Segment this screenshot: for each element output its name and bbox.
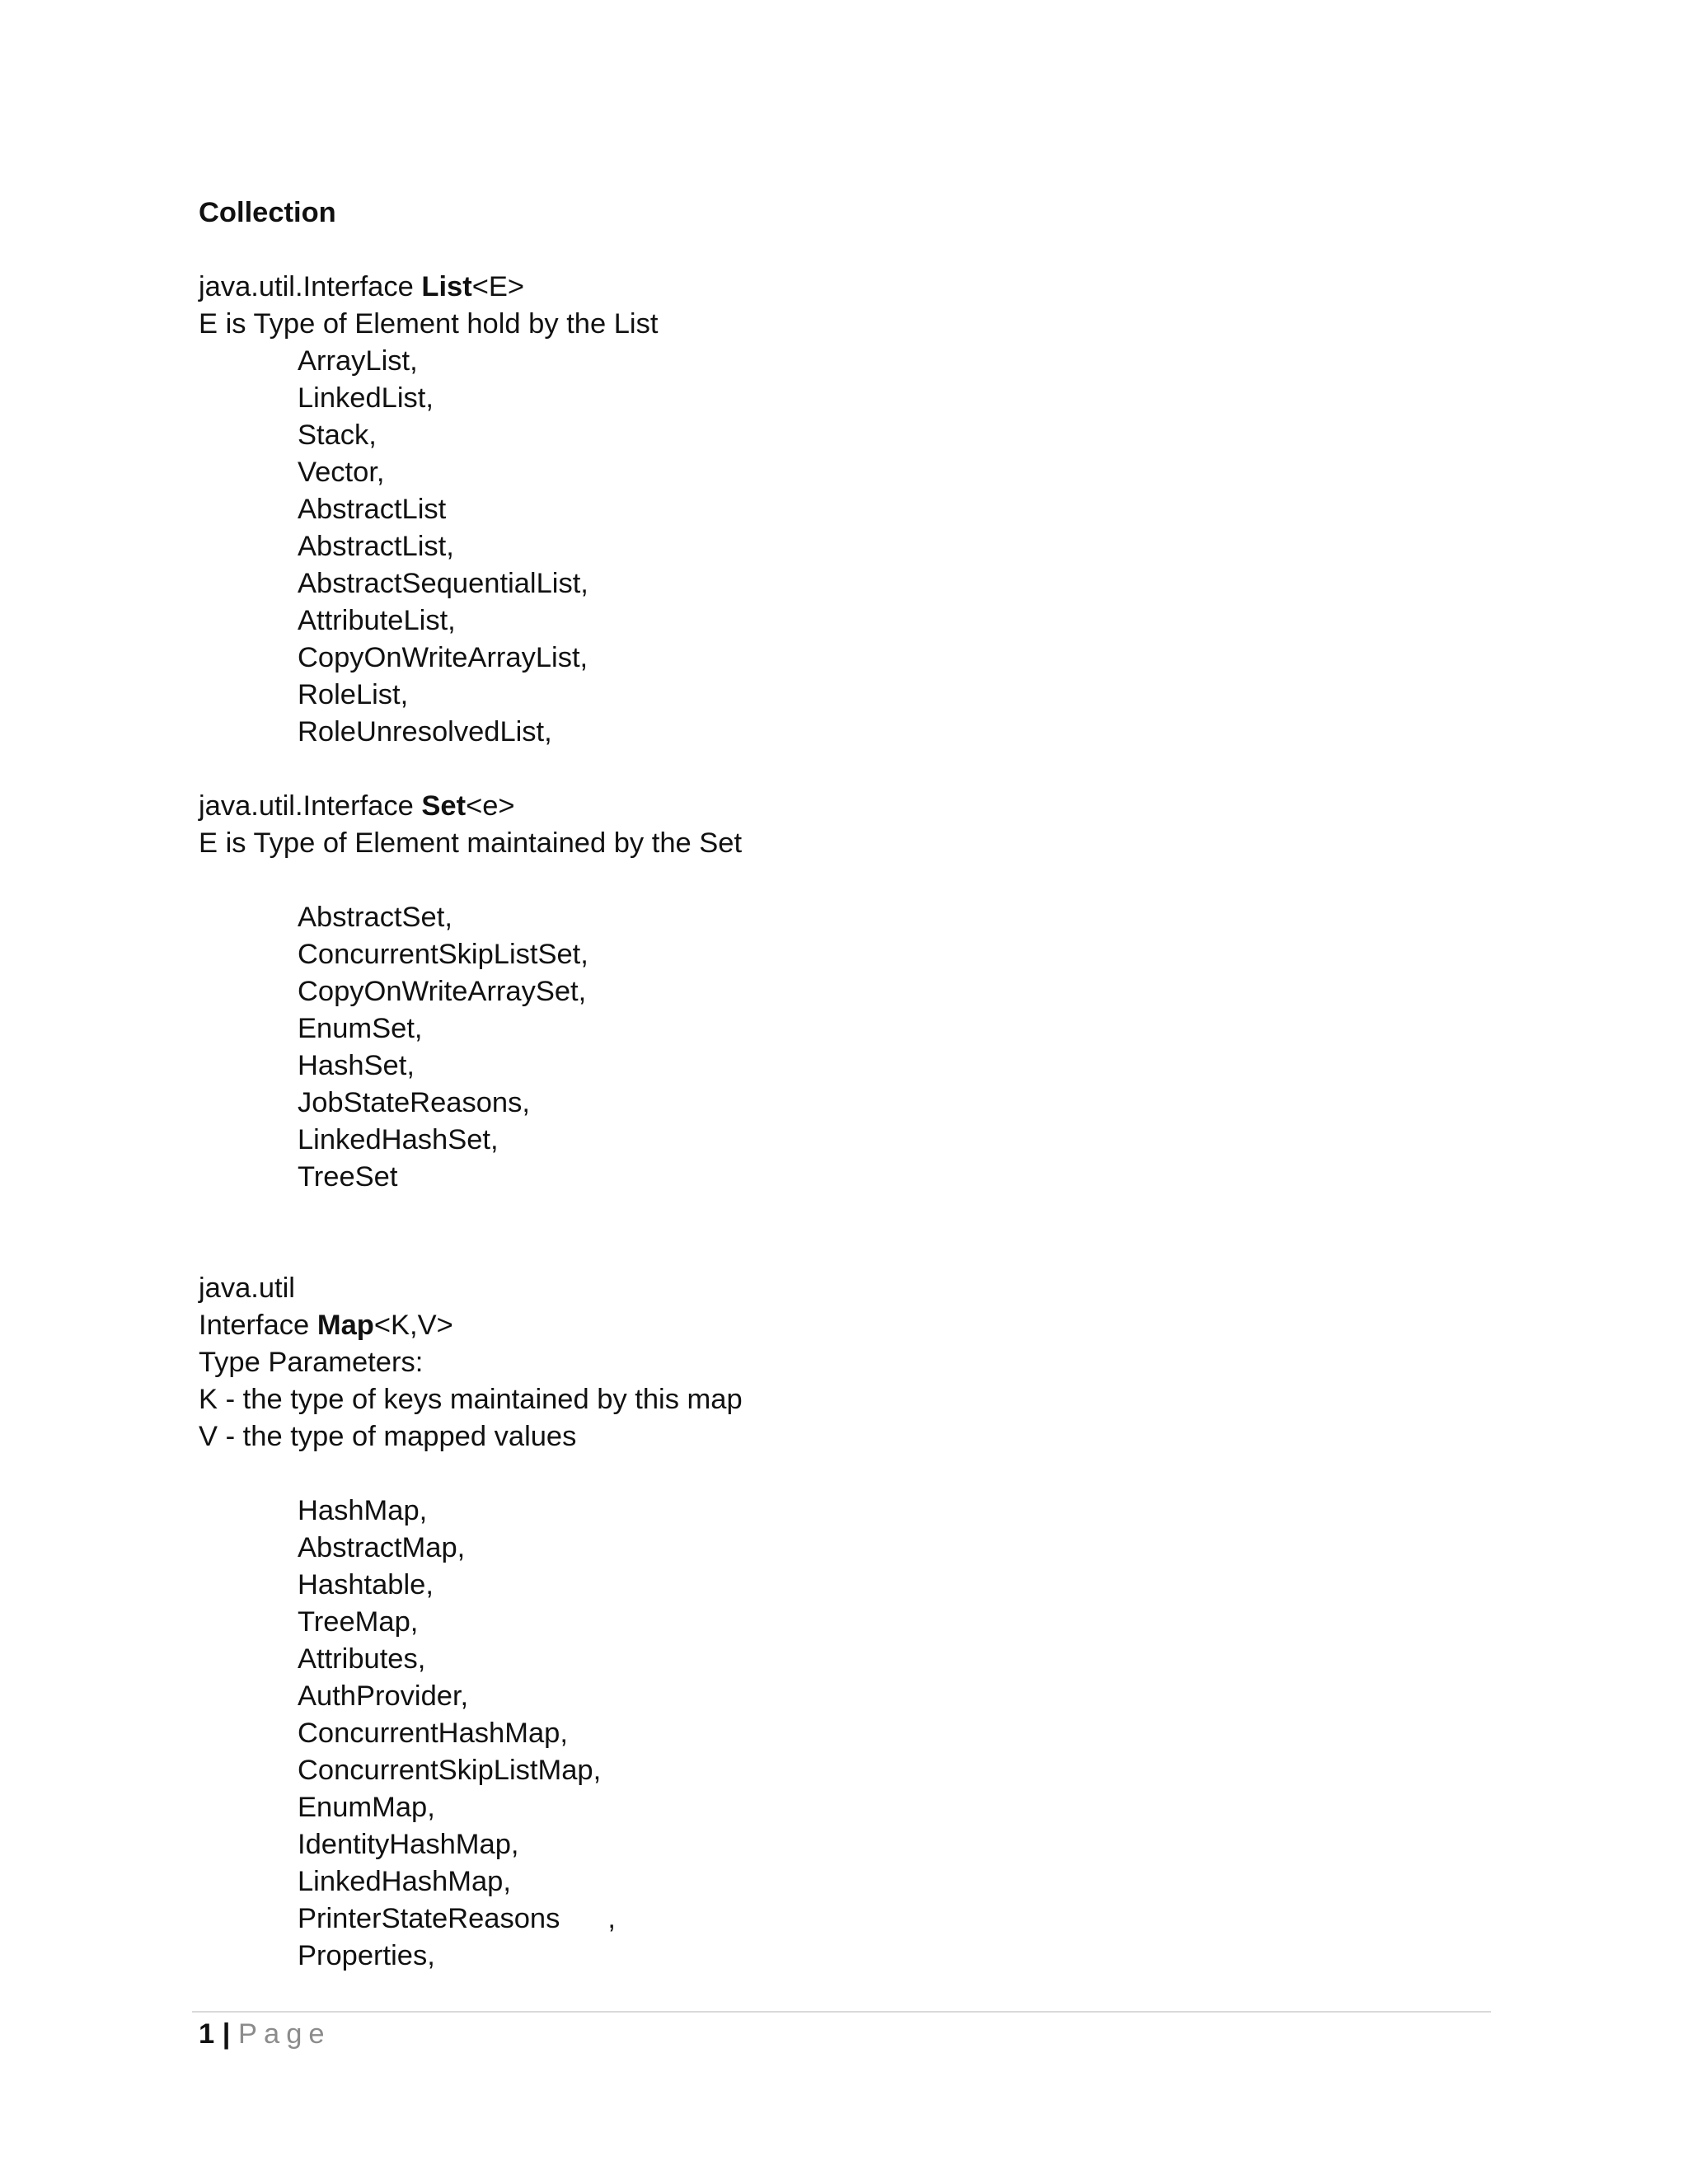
map-item: TreeMap, xyxy=(298,1606,419,1638)
list-item: Stack, xyxy=(298,419,377,451)
list-item: ArrayList, xyxy=(298,345,418,377)
page-footer xyxy=(199,2016,331,2053)
set-item: HashSet, xyxy=(298,1050,415,1081)
map-item-label: PrinterStateReasons xyxy=(298,1903,560,1934)
spacer xyxy=(199,751,1484,788)
spacer xyxy=(199,862,1484,899)
set-interface-signature xyxy=(199,788,1484,825)
spacer xyxy=(199,232,1484,269)
page-number: 1 xyxy=(199,2018,215,2050)
map-param-v: V - the type of mapped values xyxy=(199,1421,577,1452)
map-interface-signature xyxy=(199,1307,1484,1344)
list-item: AbstractSequentialList, xyxy=(298,568,588,599)
set-item: ConcurrentSkipListSet, xyxy=(298,939,588,970)
list-description: E is Type of Element hold by the List xyxy=(199,308,659,340)
map-item: HashMap, xyxy=(298,1495,428,1526)
map-item: LinkedHashMap, xyxy=(298,1866,511,1897)
set-item: CopyOnWriteArraySet, xyxy=(298,976,587,1007)
set-item: EnumSet, xyxy=(298,1013,423,1044)
footer-separator: | xyxy=(222,2018,231,2050)
printer-comma: , xyxy=(607,1903,616,1934)
map-suffix: <K,V> xyxy=(373,1310,453,1341)
map-item xyxy=(199,1900,1484,1938)
set-item: AbstractSet, xyxy=(298,902,452,933)
map-item: EnumMap, xyxy=(298,1792,435,1823)
set-name: Set xyxy=(421,790,467,822)
spacer xyxy=(199,1196,1484,1233)
spacer xyxy=(199,1233,1484,1270)
map-item: AbstractMap, xyxy=(298,1532,466,1563)
map-item: AuthProvider, xyxy=(298,1680,469,1712)
map-item: ConcurrentSkipListMap, xyxy=(298,1755,602,1786)
page-label: Page xyxy=(238,2018,331,2050)
list-item: AbstractList xyxy=(298,494,447,525)
list-item: AttributeList, xyxy=(298,605,456,636)
footer-divider xyxy=(192,2011,1491,2013)
set-prefix: java.util.Interface xyxy=(199,790,422,822)
document-heading: Collection xyxy=(199,197,336,228)
list-item: Vector, xyxy=(298,457,385,488)
map-param-k: K - the type of keys maintained by this map xyxy=(199,1384,743,1415)
list-item: AbstractList, xyxy=(298,531,454,562)
map-name: Map xyxy=(316,1310,374,1341)
list-prefix: java.util.Interface xyxy=(199,271,422,302)
list-item: LinkedList, xyxy=(298,382,434,414)
map-package: java.util xyxy=(199,1272,295,1304)
set-item: LinkedHashSet, xyxy=(298,1124,499,1155)
map-item: Hashtable, xyxy=(298,1569,434,1601)
list-suffix: <E> xyxy=(471,271,525,302)
list-item: RoleList, xyxy=(298,679,409,710)
set-description: E is Type of Element maintained by the Set xyxy=(199,827,743,859)
list-item: RoleUnresolvedList, xyxy=(298,716,552,748)
map-item: IdentityHashMap, xyxy=(298,1829,519,1860)
map-prefix: Interface xyxy=(199,1310,317,1341)
set-item: TreeSet xyxy=(298,1161,398,1193)
set-suffix: <e> xyxy=(466,790,515,822)
map-item: ConcurrentHashMap, xyxy=(298,1718,568,1749)
list-item: CopyOnWriteArrayList, xyxy=(298,642,588,673)
document-body xyxy=(199,194,1484,1975)
map-type-params-label: Type Parameters: xyxy=(199,1347,424,1378)
map-item: Properties, xyxy=(298,1940,435,1971)
spacer xyxy=(199,1455,1484,1493)
list-name: List xyxy=(421,271,472,302)
list-interface-signature xyxy=(199,269,1484,306)
set-item: JobStateReasons, xyxy=(298,1087,530,1118)
map-item: Attributes, xyxy=(298,1643,426,1675)
